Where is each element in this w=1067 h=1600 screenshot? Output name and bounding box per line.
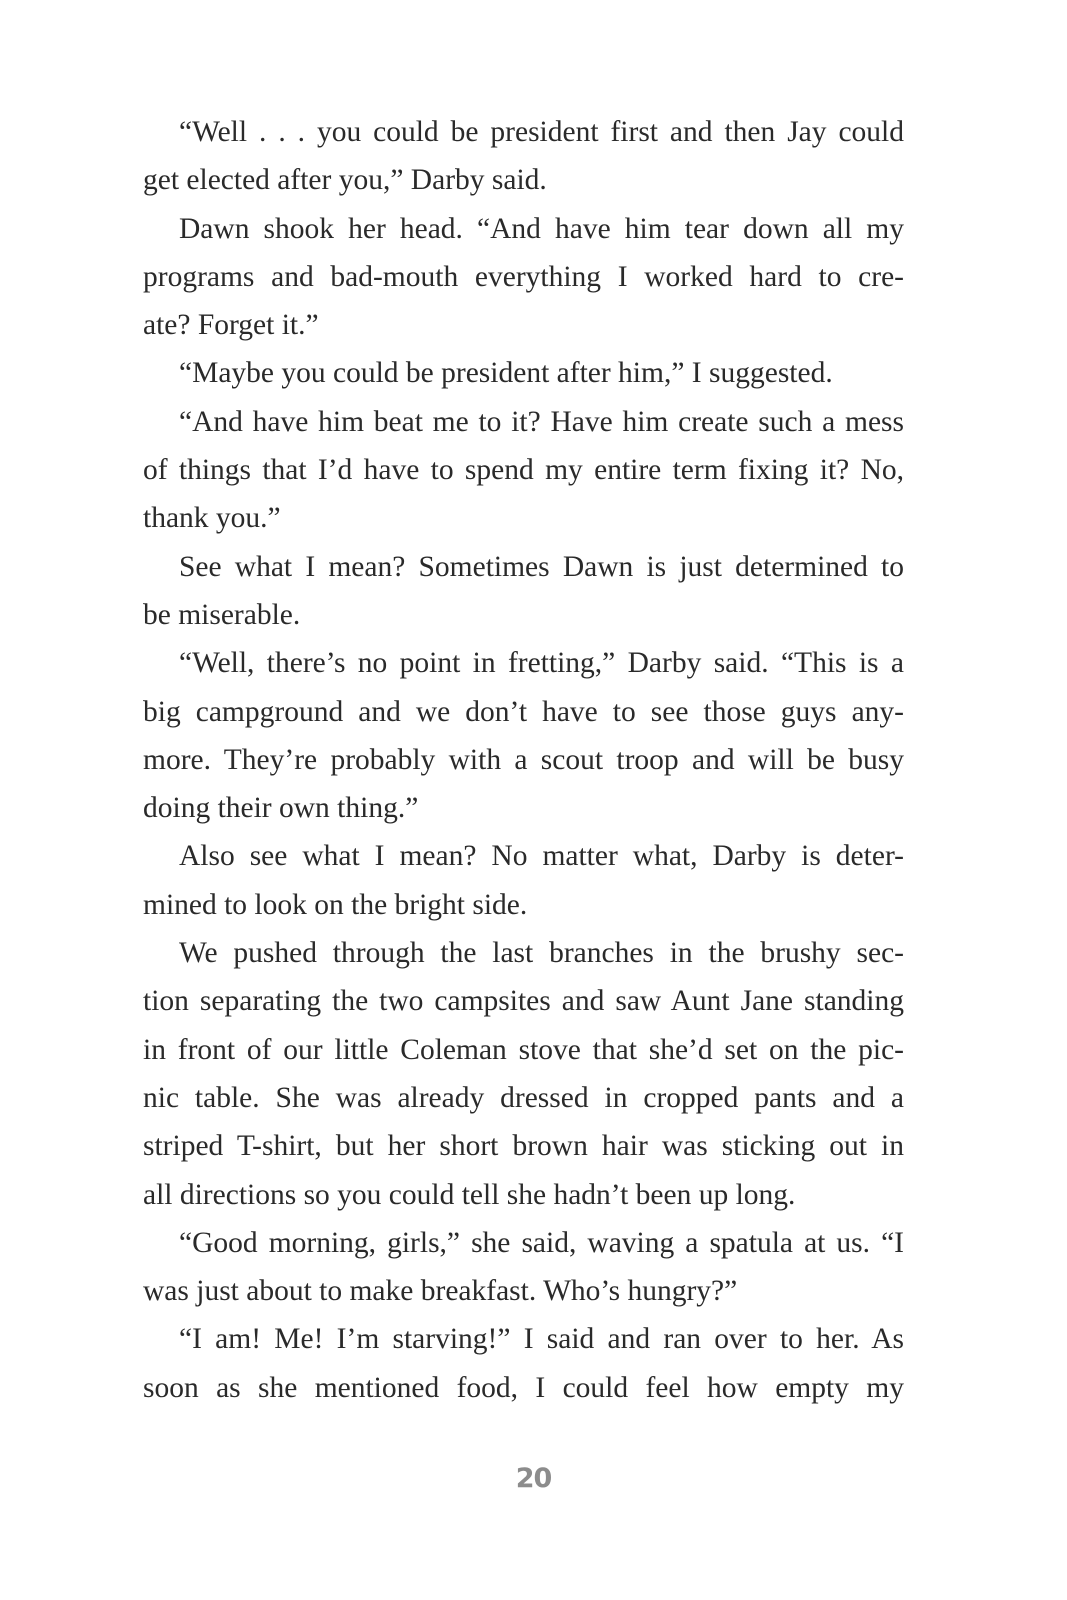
text-line: doing their own thing.” xyxy=(143,792,419,825)
text-line: mined to look on the bright side. xyxy=(143,888,528,921)
page-number: 20 xyxy=(515,1463,552,1494)
text-line: all directions so you could tell she hadn’t been up long. xyxy=(143,1178,796,1211)
text-line: Dawn shook her head. “And have him tear down all my xyxy=(179,212,904,245)
text-line: ate? Forget it.” xyxy=(143,309,319,342)
text-line: “Maybe you could be president after him,” I suggested. xyxy=(179,357,833,390)
text-line: We pushed through the last branches in the brushy sec- xyxy=(179,937,904,970)
text-line: more. They’re probably with a scout troop and will be busy xyxy=(143,743,904,776)
text-line: tion separating the two campsites and saw Aunt Jane standing xyxy=(143,985,904,1018)
text-line: programs and bad-mouth everything I worked hard to cre- xyxy=(143,260,904,293)
text-line: striped T-shirt, but her short brown hair was sticking out in xyxy=(143,1130,904,1163)
text-line: get elected after you,” Darby said. xyxy=(143,164,547,197)
text-line: Also see what I mean? No matter what, Darby is deter- xyxy=(179,840,904,873)
text-line: in front of our little Coleman stove that she’d set on the pic- xyxy=(143,1033,904,1066)
text-line: thank you.” xyxy=(143,502,281,535)
text-line: See what I mean? Sometimes Dawn is just determined to xyxy=(179,550,904,583)
text-line: “I am! Me! I’m starving!” I said and ran over to her. As xyxy=(179,1323,904,1356)
text-line: of things that I’d have to spend my entire term fixing it? No, xyxy=(143,454,904,487)
text-line: “Well, there’s no point in fretting,” Darby said. “This is a xyxy=(179,647,904,680)
text-line: “Well . . . you could be president first and then Jay could xyxy=(179,116,904,148)
text-line: be miserable. xyxy=(143,598,301,631)
text-line: was just about to make breakfast. Who’s hungry?” xyxy=(143,1275,738,1308)
text-line: nic table. She was already dressed in cropped pants and a xyxy=(143,1081,904,1114)
text-line: big campground and we don’t have to see those guys any- xyxy=(143,695,904,728)
text-line: soon as she mentioned food, I could feel how empty my xyxy=(143,1371,904,1404)
text-line: “Good morning, girls,” she said, waving a spatula at us. “I xyxy=(179,1226,904,1259)
body-text xyxy=(143,108,904,1412)
text-line: “And have him beat me to it? Have him create such a mess xyxy=(179,405,904,438)
